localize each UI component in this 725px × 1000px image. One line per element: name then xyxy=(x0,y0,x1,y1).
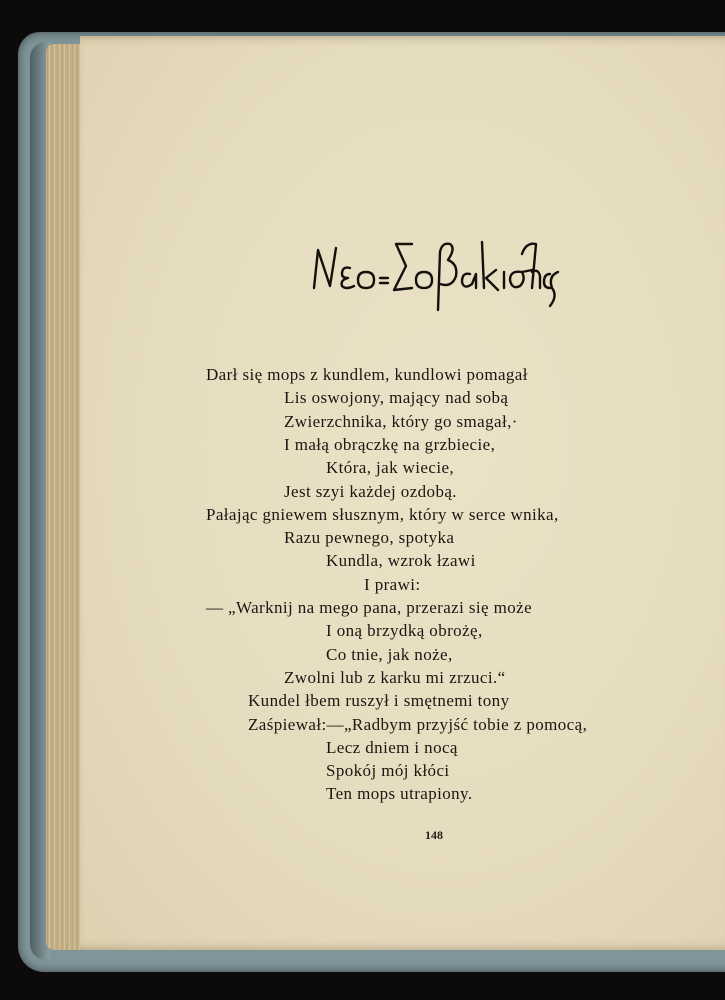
poem-line: Zaśpiewał:—„Radbym przyjść tobie z pomocą, xyxy=(248,714,588,734)
poem-line: I prawi: xyxy=(364,574,421,594)
poem-line: Ten mops utrapiony. xyxy=(326,784,473,804)
poem-line: Lis oswojony, mający nad sobą xyxy=(284,388,509,408)
poem-title-handwritten xyxy=(300,228,560,323)
poem-line: I małą obrączkę na grzbiecie, xyxy=(284,434,496,454)
poem-line: Która, jak wiecie, xyxy=(326,458,455,478)
poem-line: Darł się mops z kundlem, kundlowi pomagał xyxy=(206,365,528,384)
page-number: 148 xyxy=(425,828,443,842)
poem-line: Lecz dniem i nocą xyxy=(326,737,458,757)
poem-line: Jest szyi każdej ozdobą. xyxy=(284,481,457,501)
poem-line: Spokój mój kłóci xyxy=(326,761,450,781)
poem-line: Zwierzchnika, który go smagał,· xyxy=(284,411,518,431)
poem-line: Co tnie, jak noże, xyxy=(326,644,453,664)
poem-line: Kundla, wzrok łzawi xyxy=(326,551,476,571)
poem-line: Zwolni lub z karku mi zrzuci.“ xyxy=(284,667,506,687)
poem-line: Razu pewnego, spotyka xyxy=(284,528,455,548)
poem-line: — „Warknij na mego pana, przerazi się może xyxy=(206,598,533,617)
poem-line: I oną brzydką obrożę, xyxy=(326,621,483,641)
poem-line: Kundel łbem ruszył i smętnemi tony xyxy=(248,691,510,711)
poem-line: Pałając gniewem słusznym, który w serce wnika, xyxy=(206,504,559,524)
